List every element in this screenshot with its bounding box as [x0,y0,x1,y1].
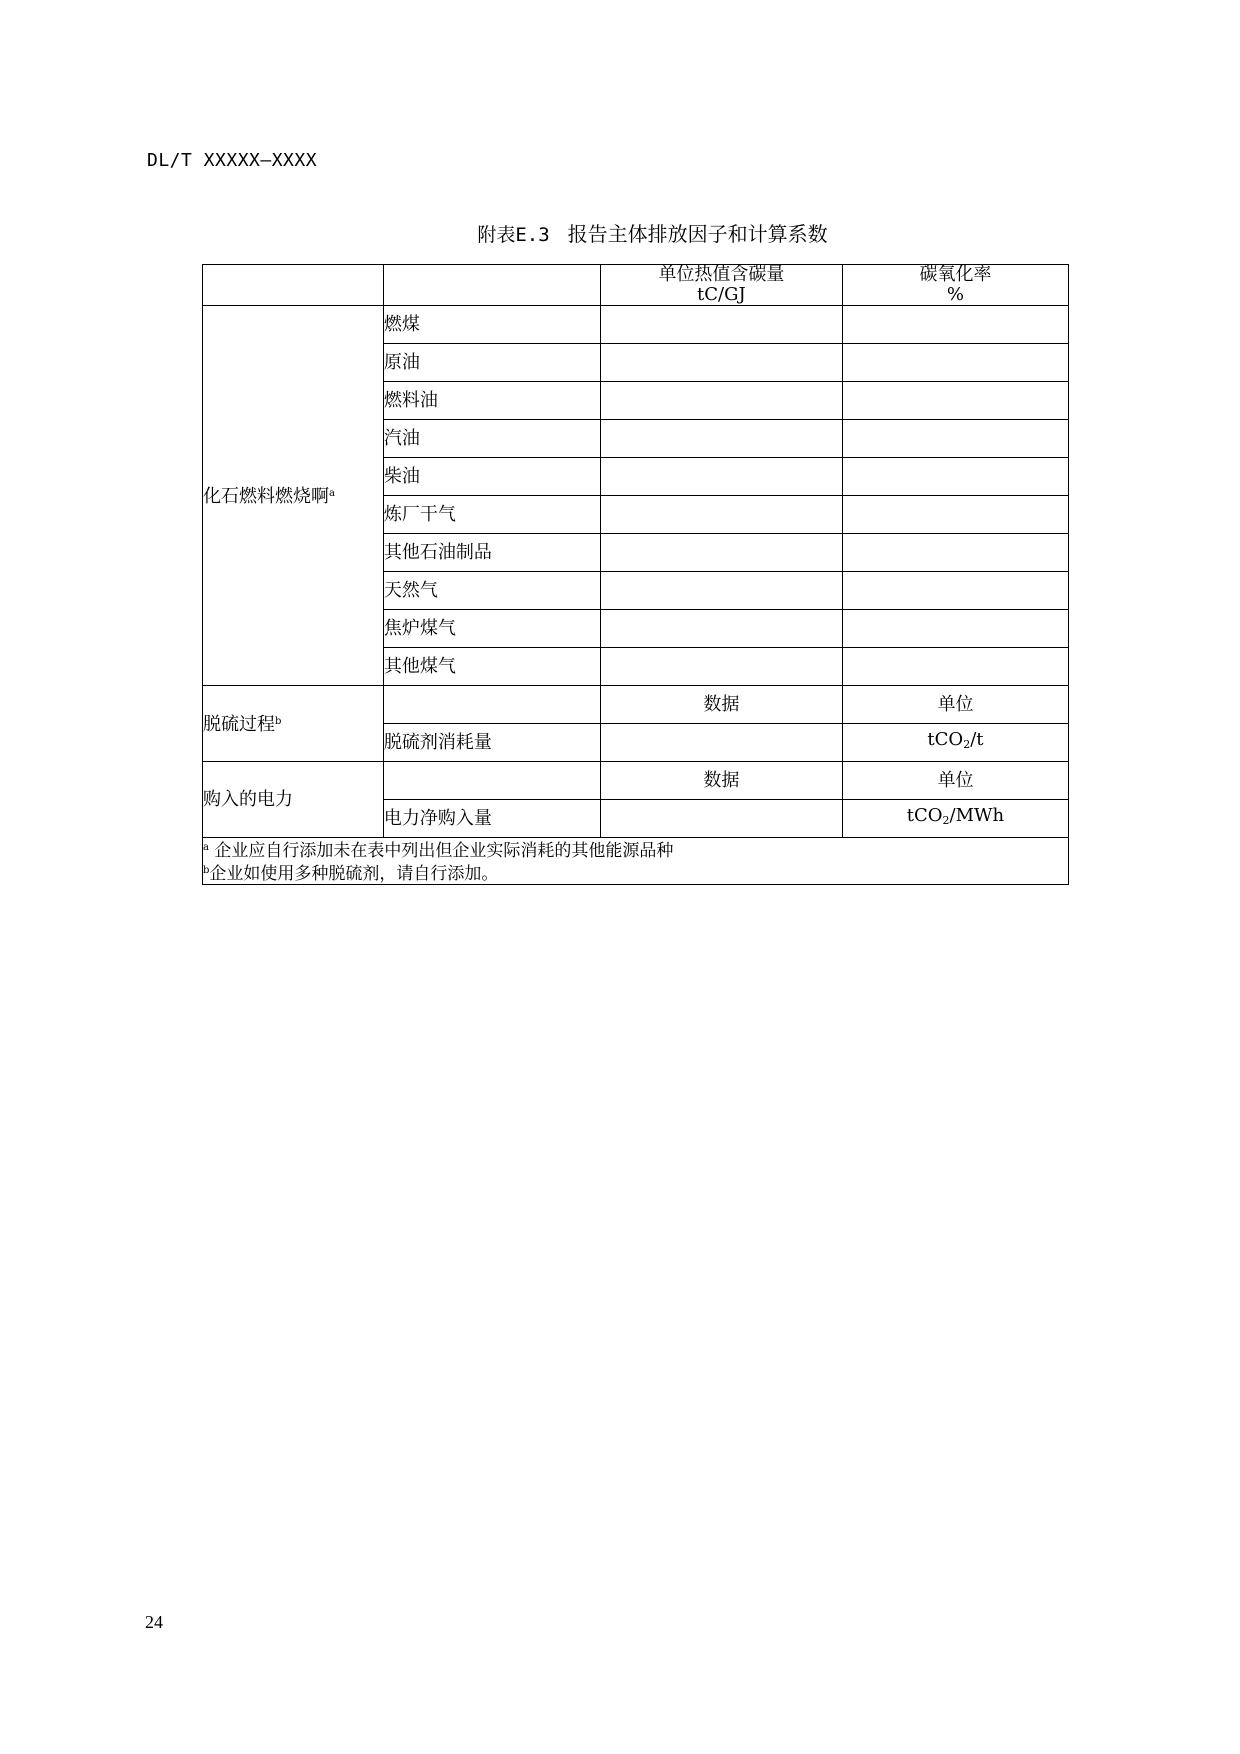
carbon-content-cell [600,496,842,534]
carbon-content-cell [600,420,842,458]
table-notes-row [203,838,1069,885]
oxidation-rate-label: 碳氧化率 [919,264,992,285]
group-fossil-fuel-label: 化石燃料燃烧啊$^a$ [203,306,384,686]
header-oxidation-rate [842,265,1068,306]
table-row [203,762,1069,800]
fuel-item: 天然气 [383,572,600,610]
document-code: DL/T XXXXX—XXXX [147,150,318,171]
carbon-content-cell [600,610,842,648]
carbon-content-cell [600,382,842,420]
table-number: 附表E.3 [477,224,550,246]
oxidation-rate-cell [842,648,1068,686]
fuel-item: 燃煤 [383,306,600,344]
fuel-item: 汽油 [383,420,600,458]
oxidation-rate-cell [842,572,1068,610]
carbon-content-unit: tC/GJ [697,284,746,305]
data-value-cell [600,800,842,838]
carbon-content-cell [600,648,842,686]
group-desulfurization-label: 脱硫过程$^b$ [203,686,384,762]
emission-factor-table [202,264,1069,885]
page-number: 24 [145,1612,163,1632]
oxidation-rate-unit: % [946,284,965,305]
carbon-content-cell [600,534,842,572]
header-empty-2 [383,265,600,306]
fuel-item: 原油 [383,344,600,382]
note-a: $^a$ 企业应自行添加未在表中列出但企业实际消耗的其他能源品种 [203,841,674,861]
table-title [0,218,1240,247]
oxidation-rate-cell [842,610,1068,648]
carbon-content-cell [600,344,842,382]
table-row [203,306,1069,344]
group-purchased-electricity-label: 购入的电力 [203,762,384,838]
oxidation-rate-cell [842,458,1068,496]
data-value-cell [600,724,842,762]
oxidation-rate-cell [842,534,1068,572]
desulfurizer-consumption-label: 脱硫剂消耗量 [383,724,600,762]
unit-value-cell: tCO$_2$/MWh [842,800,1068,838]
fuel-item: 燃料油 [383,382,600,420]
unit-value-cell: tCO$_2$/t [842,724,1068,762]
fuel-item: 炼厂干气 [383,496,600,534]
oxidation-rate-cell [842,420,1068,458]
empty-cell [383,762,600,800]
header-empty-1 [203,265,384,306]
note-mark-a: a [329,488,335,499]
oxidation-rate-cell [842,344,1068,382]
fuel-item: 其他石油制品 [383,534,600,572]
note-b: $^b$企业如使用多种脱硫剂，请自行添加。 [203,864,499,884]
fuel-item: 焦炉煤气 [383,610,600,648]
note-mark-b: b [275,716,282,727]
net-electricity-purchase-label: 电力净购入量 [383,800,600,838]
table-row [203,686,1069,724]
fuel-item: 柴油 [383,458,600,496]
fuel-item: 其他煤气 [383,648,600,686]
oxidation-rate-cell [842,496,1068,534]
table-header-row [203,265,1069,306]
data-column-label: 数据 [600,686,842,724]
carbon-content-cell [600,572,842,610]
header-carbon-content [600,265,842,306]
carbon-content-label: 单位热值含碳量 [658,264,785,285]
oxidation-rate-cell [842,306,1068,344]
unit-column-label: 单位 [842,686,1068,724]
carbon-content-cell [600,458,842,496]
empty-cell [383,686,600,724]
oxidation-rate-cell [842,382,1068,420]
table-title-text: 报告主体排放因子和计算系数 [567,222,828,246]
unit-column-label: 单位 [842,762,1068,800]
data-column-label: 数据 [600,762,842,800]
table-notes [203,838,1069,885]
carbon-content-cell [600,306,842,344]
